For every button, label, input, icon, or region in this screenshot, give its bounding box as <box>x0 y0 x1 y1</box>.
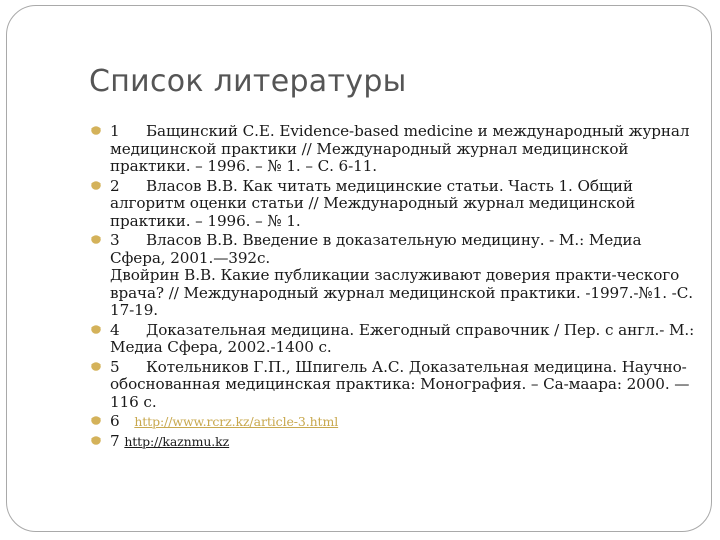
reference-text: Власов В.В. Как читать медицинские статьи. Часть 1. Общий алгоритм оценки статьи // Международный журнал медицинской практики. – 1996. – № 1. <box>110 176 636 230</box>
reference-number: 2 <box>110 176 120 195</box>
reference-item-5 <box>87 359 697 412</box>
reference-number: 1 <box>110 122 120 140</box>
reference-text: Двойрин В.В. Какие публикации заслуживают доверия практи-ческого врача? // Международный журнал медицинской практики. -1997.-№1. -С. 17-19. <box>110 266 693 319</box>
page-title: Список литературы <box>89 64 407 99</box>
reference-list <box>87 123 697 452</box>
reference-item-1 <box>87 123 697 176</box>
reference-number: 5 <box>110 357 120 376</box>
reference-item-3 <box>87 232 697 267</box>
reference-link-rcrz[interactable]: http://www.rcrz.kz/article-3.html <box>134 414 339 429</box>
bullet-icon <box>90 127 101 135</box>
bullet-icon <box>90 363 101 371</box>
reference-text: Власов В.В. Введение в доказательную медицину. - М.: Медиа Сфера, 2001.—392с. <box>110 231 642 267</box>
bullet-icon <box>90 417 101 425</box>
reference-item-3-continued <box>87 267 697 320</box>
bullet-icon <box>90 182 101 190</box>
slide-frame <box>6 5 712 532</box>
bullet-icon <box>90 437 101 445</box>
reference-number: 3 <box>110 231 120 249</box>
reference-item-6 <box>87 413 697 431</box>
reference-number: 6 <box>110 412 120 430</box>
reference-item-7 <box>87 433 697 451</box>
reference-text: Котельников Г.П., Шпигель А.С. Доказательная медицина. Научно-обоснованная медицинская практика: Монография. – Са-маара: 2000. —116 с. <box>110 357 690 411</box>
reference-number: 4 <box>110 320 120 339</box>
bullet-icon <box>90 326 101 334</box>
reference-number: 7 <box>110 431 120 450</box>
bullet-icon <box>90 236 101 244</box>
reference-link-kaznmu[interactable]: http://kaznmu.kz <box>124 433 230 449</box>
reference-item-2 <box>87 178 697 231</box>
reference-text: Бащинский С.Е. Evidence-based medicine и международный журнал медицинской практики // Международный журнал медицинской практики. – 1996. – № 1. – С. 6-11. <box>110 122 690 175</box>
reference-item-4 <box>87 322 697 357</box>
reference-text: Доказательная медицина. Ежегодный справочник / Пер. с англ.- М.: Медиа Сфера, 2002.-1400 с. <box>110 320 695 356</box>
